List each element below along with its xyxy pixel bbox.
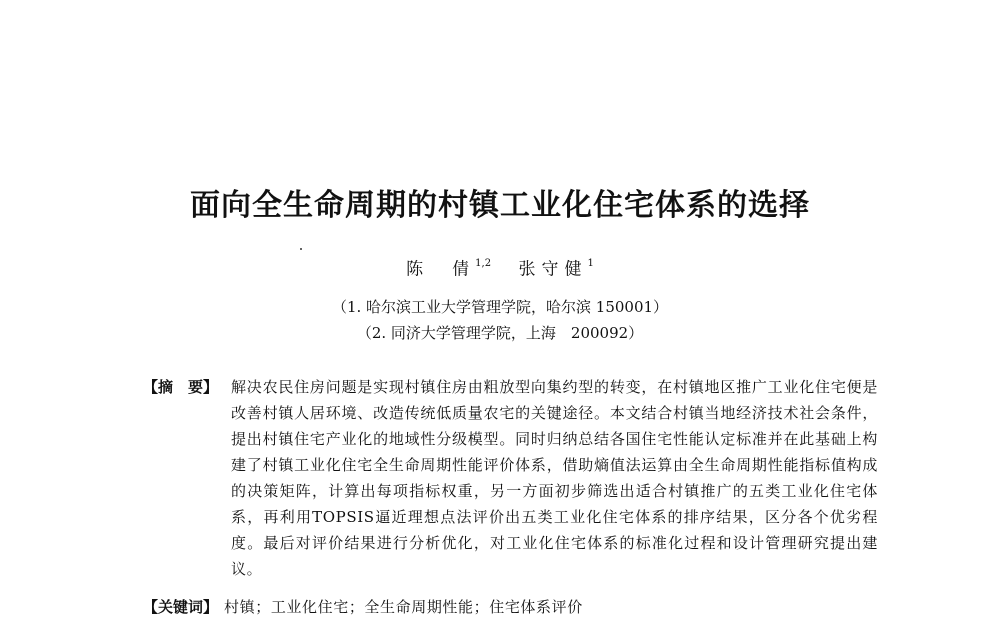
author-line	[0, 254, 1000, 282]
abstract-label: 【摘 要】	[143, 378, 219, 396]
affiliation-2: （2. 同济大学管理学院，上海 200092）	[356, 324, 644, 342]
stray-dot	[300, 248, 302, 250]
keywords-section	[143, 594, 878, 620]
author-1-name: 陈 倩	[406, 259, 476, 280]
author-2	[518, 254, 593, 282]
paper-title: 面向全生命周期的村镇工业化住宅体系的选择	[190, 188, 810, 223]
affiliation-1: （1. 哈尔滨工业大学管理学院，哈尔滨 150001）	[331, 298, 669, 316]
keywords-label: 【关键词】	[143, 598, 219, 616]
abstract-text: 解决农民住房问题是实现村镇住房由粗放型向集约型的转变，在村镇地区推广工业化住宅便是改善村镇人居环境、改造传统低质量农宅的关键途径。本文结合村镇当地经济技术社会条件，提出村镇住宅产业化的地域性分级模型。同时归纳总结各国住宅性能认定标准并在此基础上构建了村镇工业化住宅全生命周期性能评价体系，借助熵值法运算由全生命周期性能指标值构成的决策矩阵，计算出每项指标权重，另一方面初步筛选出适合村镇推广的五类工业化住宅体系，再利用TOPSIS逼近理想点法评价出五类工业化住宅体系的排序结果，区分各个优劣程度。最后对评价结果进行分析优化，对工业化住宅体系的标准化过程和设计管理研究提出建议。	[231, 378, 878, 578]
author-2-name: 张守健	[518, 259, 588, 280]
author-2-affiliation-mark: 1	[587, 258, 594, 269]
keywords-text: 村镇；工业化住宅；全生命周期性能；住宅体系评价	[224, 598, 583, 616]
abstract-section	[143, 374, 878, 582]
author-1	[406, 254, 491, 282]
author-1-affiliation-mark: 1,2	[475, 258, 492, 269]
